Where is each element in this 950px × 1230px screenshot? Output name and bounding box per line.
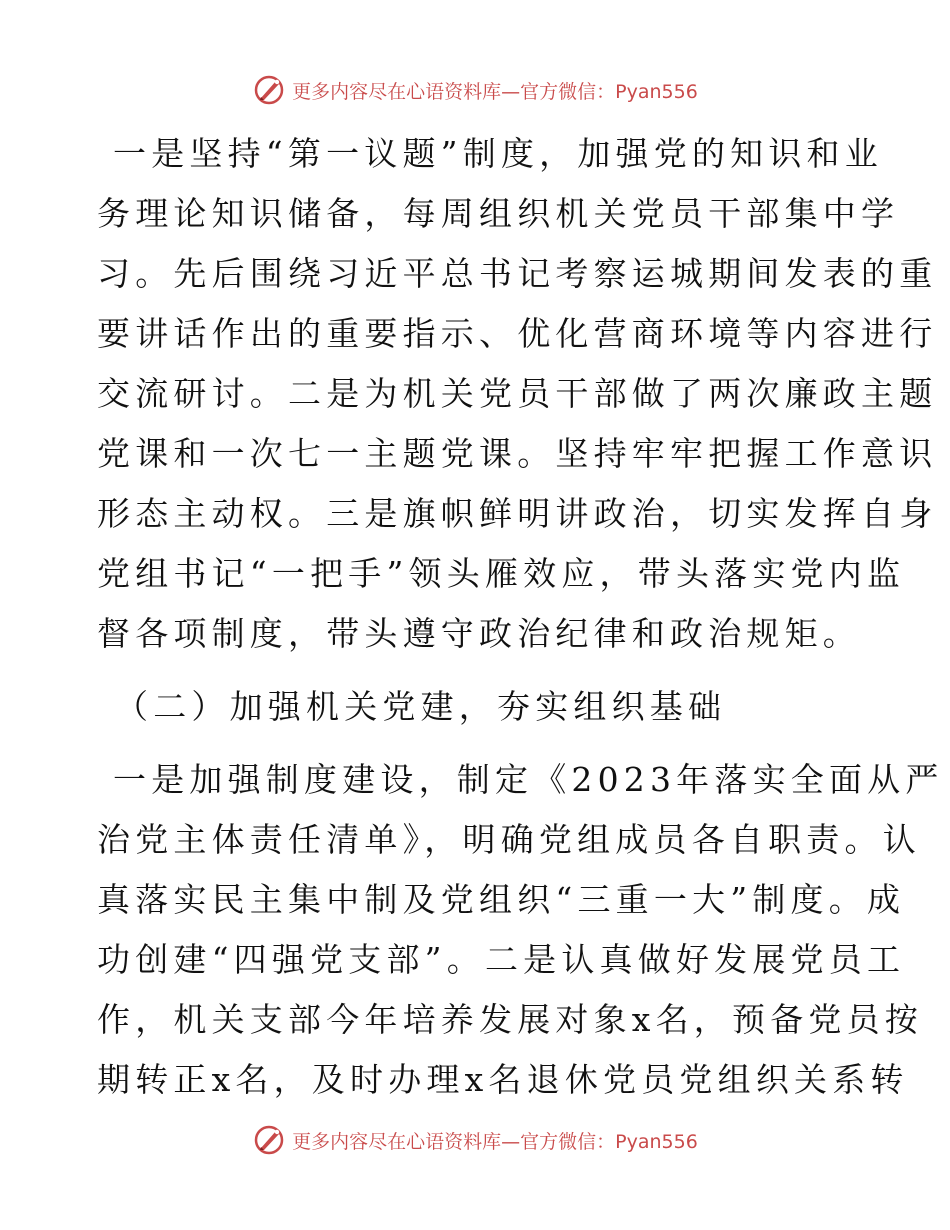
paragraph-2 [97, 750, 944, 1110]
text-line: 功创建“四强党支部”。二是认真做好发展党员工 [97, 940, 906, 979]
paragraph-1 [97, 124, 938, 664]
text-line: 一是加强制度建设，制定《2023年落实全面从严 [113, 760, 944, 799]
footer-banner [0, 1120, 950, 1160]
text-line: 期转正x名，及时办理x名退休党员党组织关系转 [97, 1060, 909, 1099]
text-line: 务理论知识储备，每周组织机关党员干部集中学 [97, 194, 900, 233]
section-heading-text: （二）加强机关党建，夯实组织基础 [115, 687, 727, 726]
text-line: 要讲话作出的重要指示、优化营商环境等内容进行 [97, 314, 938, 353]
quill-pen-seal-icon [252, 73, 286, 107]
quill-pen-seal-icon [252, 1123, 286, 1157]
text-line: 党组书记“一把手”领头雁效应，带头落实党内监 [97, 554, 906, 593]
text-line: 党课和一次七一主题党课。坚持牢牢把握工作意识 [97, 434, 938, 473]
section-heading [97, 677, 857, 737]
header-banner [0, 70, 950, 110]
text-line: 作，机关支部今年培养发展对象x名，预备党员按 [97, 1000, 924, 1039]
document-body [97, 124, 944, 1110]
footer-banner-text: 更多内容尽在心语资料库—官方微信：Pyan556 [292, 1130, 698, 1153]
text-line: 督各项制度，带头遵守政治纪律和政治规矩。 [97, 614, 861, 653]
text-line: 一是坚持“第一议题”制度，加强党的知识和业 [113, 134, 883, 173]
text-line: 形态主动权。三是旗帜鲜明讲政治，切实发挥自身 [97, 494, 938, 533]
text-line: 习。先后围绕习近平总书记考察运城期间发表的重 [97, 254, 938, 293]
text-line: 交流研讨。二是为机关党员干部做了两次廉政主题 [97, 374, 938, 413]
header-banner-text: 更多内容尽在心语资料库—官方微信：Pyan556 [292, 80, 698, 103]
text-line: 治党主体责任清单》，明确党组成员各自职责。认 [97, 820, 921, 859]
text-line: 真落实民主集中制及党组织“三重一大”制度。成 [97, 880, 906, 919]
